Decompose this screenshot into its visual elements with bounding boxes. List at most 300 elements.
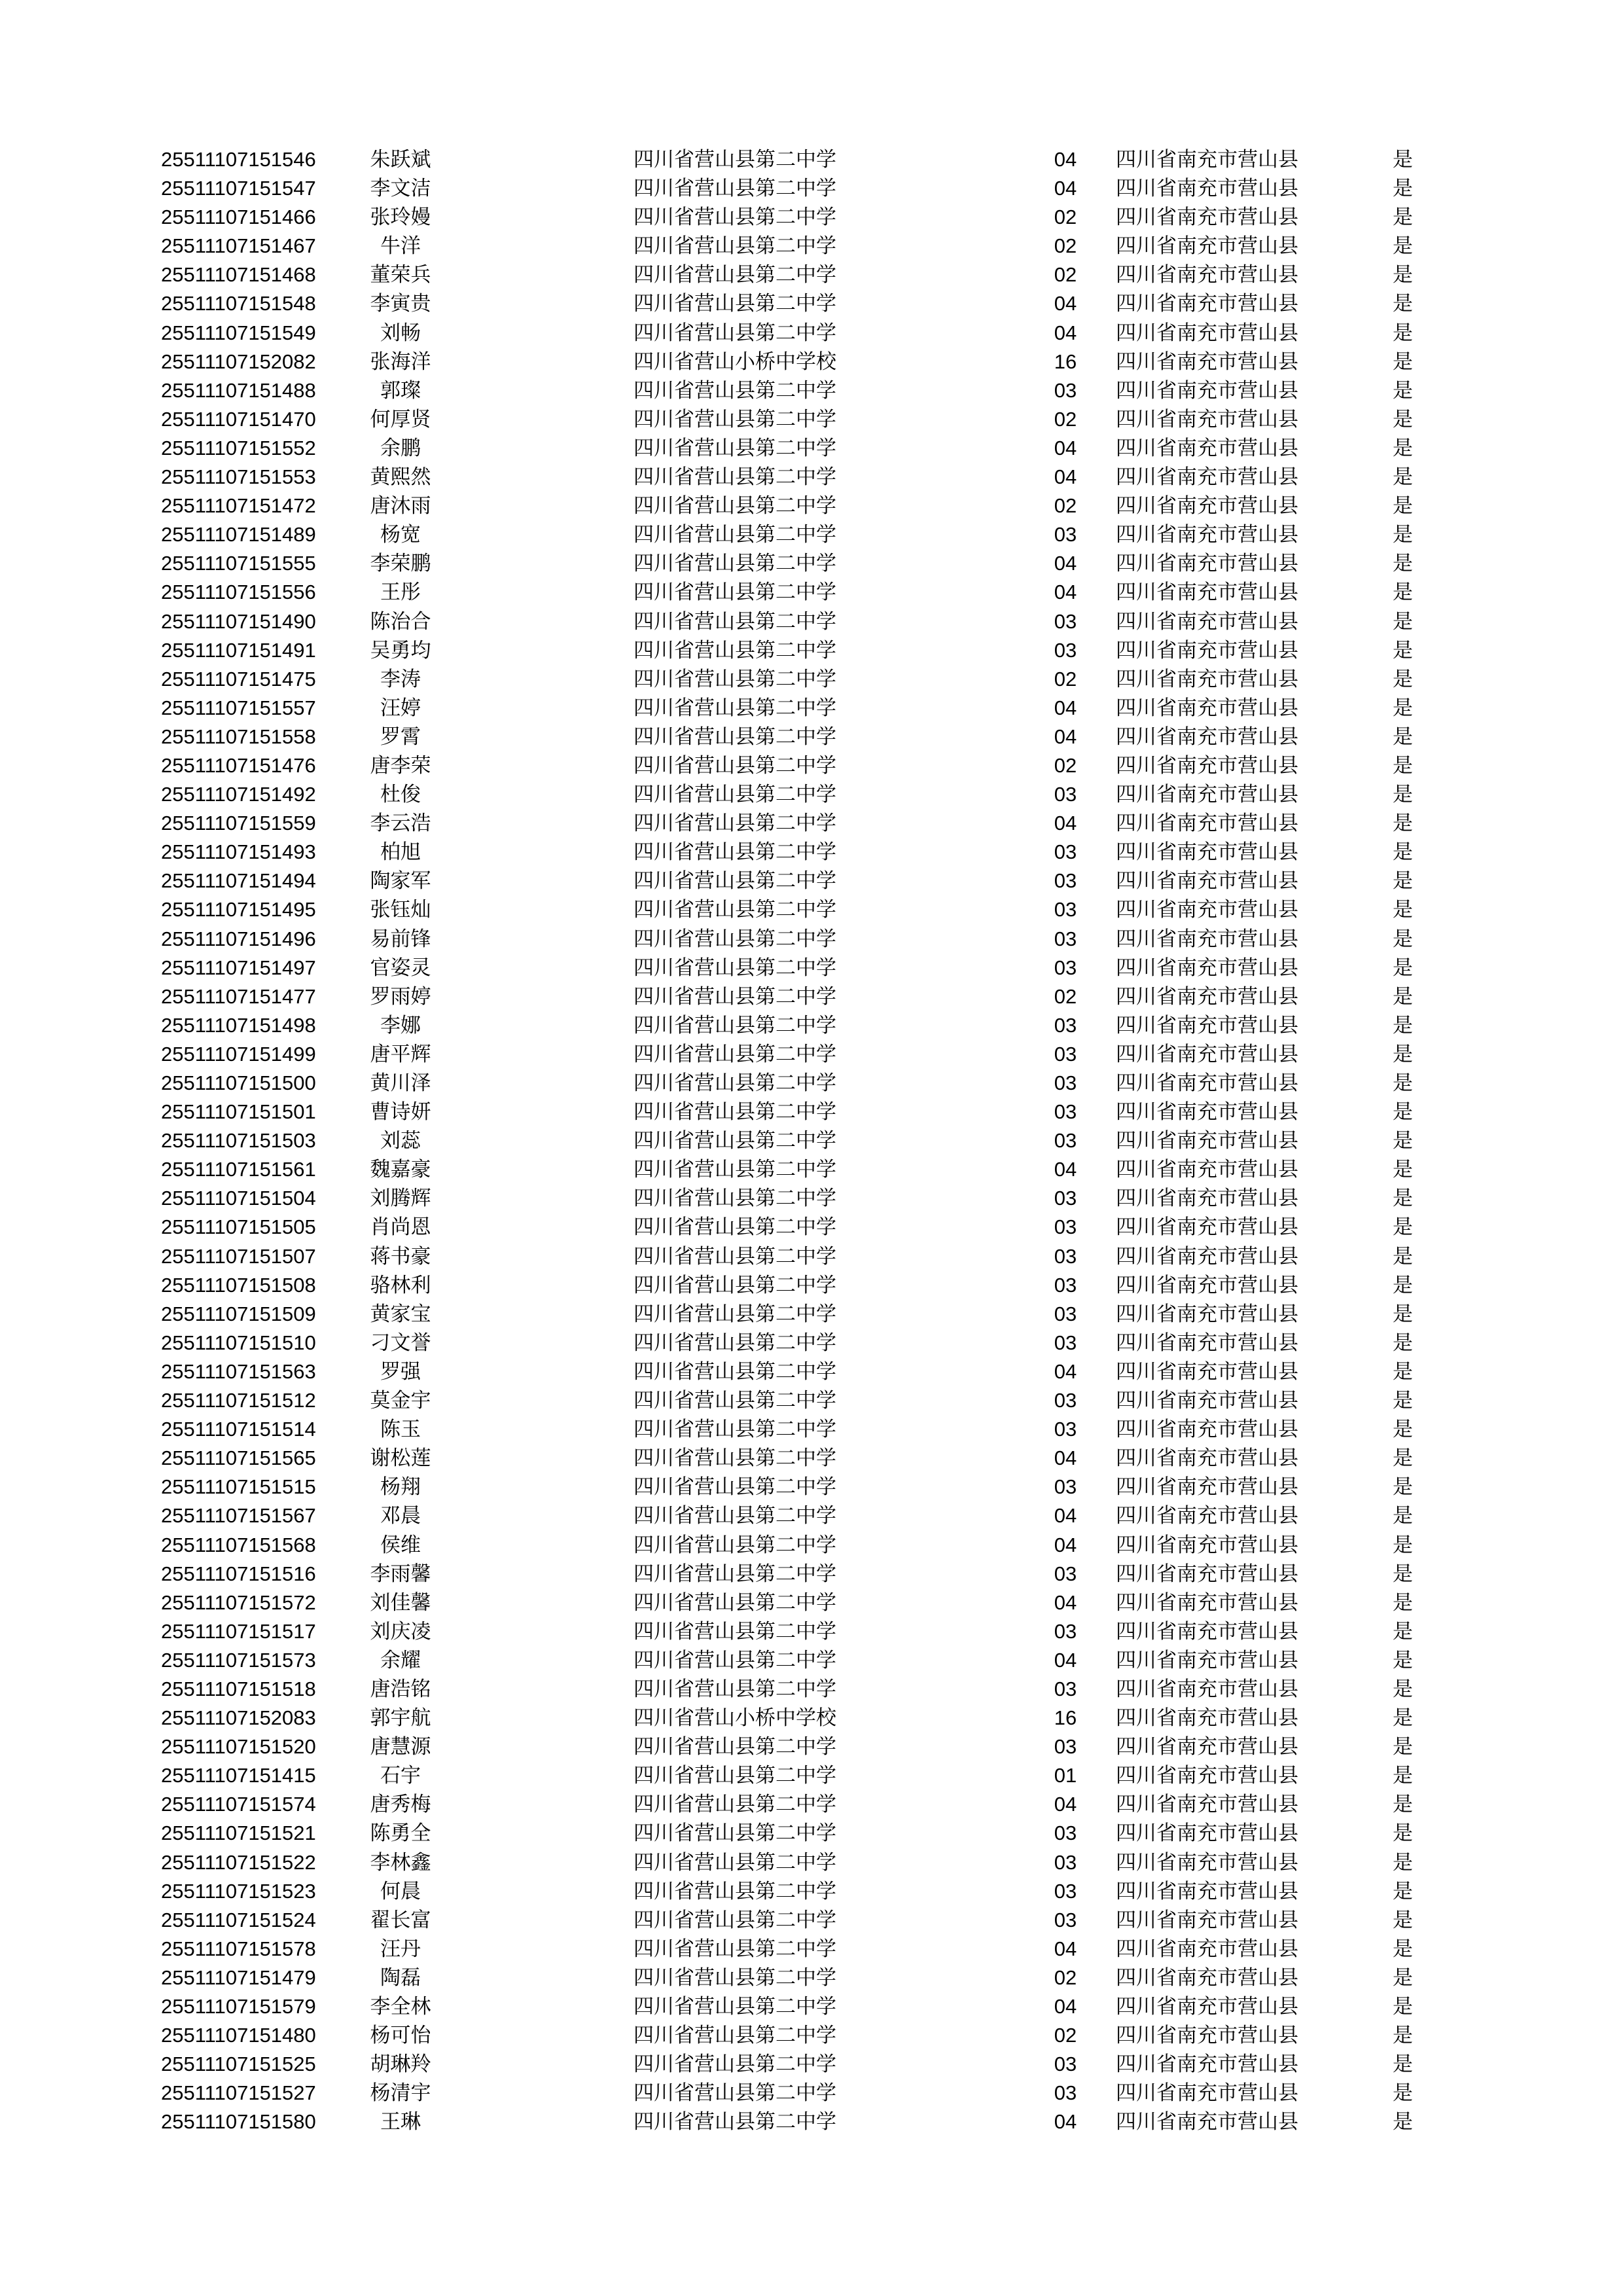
student-name-cell: 杨清宇 <box>370 2081 431 2106</box>
school-cell: 四川省营山县第二中学 <box>633 1793 836 1817</box>
flag-cell: 是 <box>1393 1735 1413 1759</box>
school-cell: 四川省营山县第二中学 <box>633 1619 836 1643</box>
table-row <box>0 1964 1623 1992</box>
flag-cell: 是 <box>1393 1533 1413 1557</box>
category-code-cell: 04 <box>1054 1590 1077 1614</box>
school-cell: 四川省营山县第二中学 <box>633 2110 836 2134</box>
category-code-cell: 03 <box>1054 956 1077 979</box>
exam-id-cell: 25511107151552 <box>161 436 316 459</box>
exam-id-cell: 25511107151488 <box>161 378 316 402</box>
flag-cell: 是 <box>1393 1418 1413 1442</box>
flag-cell: 是 <box>1393 1071 1413 1095</box>
exam-id-cell: 25511107151557 <box>161 696 316 719</box>
table-row <box>0 348 1623 376</box>
flag-cell: 是 <box>1393 1013 1413 1037</box>
school-cell: 四川省营山县第二中学 <box>633 1908 836 1932</box>
table-row <box>0 1819 1623 1848</box>
flag-cell: 是 <box>1393 2024 1413 2048</box>
region-cell: 四川省南充市营山县 <box>1116 753 1298 778</box>
flag-cell: 是 <box>1393 725 1413 749</box>
table-row <box>0 434 1623 463</box>
student-name-cell: 李涛 <box>380 667 421 691</box>
region-cell: 四川省南充市营山县 <box>1116 1331 1298 1355</box>
student-name-cell: 刘蕊 <box>380 1129 421 1153</box>
exam-id-cell: 25511107151504 <box>161 1187 316 1210</box>
region-cell: 四川省南充市营山县 <box>1116 581 1298 605</box>
region-cell: 四川省南充市营山县 <box>1116 2053 1298 2077</box>
region-cell: 四川省南充市营山县 <box>1116 1389 1298 1413</box>
table-row <box>0 203 1623 232</box>
table-row <box>0 1300 1623 1329</box>
table-row <box>0 1155 1623 1184</box>
exam-id-cell: 25511107151480 <box>161 2024 316 2047</box>
student-name-cell: 李文洁 <box>370 177 431 201</box>
category-code-cell: 16 <box>1054 1706 1077 1730</box>
exam-id-cell: 25511107151494 <box>161 869 316 893</box>
exam-id-cell: 25511107151500 <box>161 1071 316 1094</box>
category-code-cell: 03 <box>1054 2053 1077 2076</box>
student-name-cell: 郭璨 <box>380 378 421 403</box>
exam-id-cell: 25511107151568 <box>161 1533 316 1556</box>
flag-cell: 是 <box>1393 1937 1413 1961</box>
region-cell: 四川省南充市营山县 <box>1116 263 1298 287</box>
table-row <box>0 1126 1623 1155</box>
flag-cell: 是 <box>1393 783 1413 807</box>
category-code-cell: 03 <box>1054 523 1077 547</box>
flag-cell: 是 <box>1393 1129 1413 1153</box>
student-name-cell: 邓晨 <box>380 1504 421 1528</box>
region-cell: 四川省南充市营山县 <box>1116 1359 1298 1384</box>
school-cell: 四川省营山县第二中学 <box>633 753 836 778</box>
flag-cell: 是 <box>1393 1908 1413 1932</box>
exam-id-cell: 25511107151516 <box>161 1562 316 1585</box>
student-name-cell: 唐沐雨 <box>370 494 431 518</box>
school-cell: 四川省营山县第二中学 <box>633 1677 836 1701</box>
exam-id-cell: 25511107151495 <box>161 898 316 922</box>
flag-cell: 是 <box>1393 465 1413 490</box>
flag-cell: 是 <box>1393 1158 1413 1182</box>
category-code-cell: 03 <box>1054 1821 1077 1845</box>
school-cell: 四川省营山县第二中学 <box>633 1533 836 1557</box>
student-name-cell: 唐浩铭 <box>370 1677 431 1701</box>
exam-id-cell: 25511107151496 <box>161 927 316 950</box>
student-name-cell: 蒋书豪 <box>370 1244 431 1268</box>
flag-cell: 是 <box>1393 1677 1413 1701</box>
category-code-cell: 04 <box>1054 1504 1077 1528</box>
table-row <box>0 607 1623 636</box>
category-code-cell: 04 <box>1054 177 1077 200</box>
category-code-cell: 03 <box>1054 1677 1077 1700</box>
school-cell: 四川省营山县第二中学 <box>633 667 836 691</box>
flag-cell: 是 <box>1393 1821 1413 1846</box>
student-name-cell: 余耀 <box>380 1648 421 1672</box>
table-row <box>0 2021 1623 2050</box>
exam-id-cell: 25511107151501 <box>161 1100 316 1124</box>
exam-id-cell: 25511107151546 <box>161 148 316 171</box>
exam-id-cell: 25511107151559 <box>161 812 316 835</box>
school-cell: 四川省营山县第二中学 <box>633 1735 836 1759</box>
category-code-cell: 03 <box>1054 1042 1077 1066</box>
student-name-cell: 张玲嫚 <box>370 206 431 230</box>
flag-cell: 是 <box>1393 840 1413 865</box>
student-name-cell: 陈勇全 <box>370 1821 431 1846</box>
region-cell: 四川省南充市营山县 <box>1116 1764 1298 1788</box>
region-cell: 四川省南充市营山县 <box>1116 1504 1298 1528</box>
region-cell: 四川省南充市营山县 <box>1116 1533 1298 1557</box>
region-cell: 四川省南充市营山县 <box>1116 2081 1298 2106</box>
table-row <box>0 289 1623 318</box>
exam-id-cell: 25511107151475 <box>161 667 316 691</box>
school-cell: 四川省营山县第二中学 <box>633 1389 836 1413</box>
flag-cell: 是 <box>1393 177 1413 201</box>
school-cell: 四川省营山县第二中学 <box>633 840 836 865</box>
school-cell: 四川省营山县第二中学 <box>633 638 836 662</box>
flag-cell: 是 <box>1393 321 1413 345</box>
school-cell: 四川省营山县第二中学 <box>633 206 836 230</box>
student-name-cell: 张钰灿 <box>370 898 431 922</box>
flag-cell: 是 <box>1393 1965 1413 1990</box>
flag-cell: 是 <box>1393 581 1413 605</box>
category-code-cell: 04 <box>1054 1359 1077 1383</box>
category-code-cell: 02 <box>1054 407 1077 431</box>
category-code-cell: 03 <box>1054 1331 1077 1354</box>
table-row <box>0 780 1623 809</box>
exam-id-cell: 25511107151515 <box>161 1475 316 1499</box>
region-cell: 四川省南充市营山县 <box>1116 1850 1298 1874</box>
category-code-cell: 04 <box>1054 321 1077 344</box>
flag-cell: 是 <box>1393 1504 1413 1528</box>
region-cell: 四川省南充市营山县 <box>1116 1158 1298 1182</box>
flag-cell: 是 <box>1393 494 1413 518</box>
region-cell: 四川省南充市营山县 <box>1116 1475 1298 1499</box>
table-row <box>0 954 1623 982</box>
school-cell: 四川省营山县第二中学 <box>633 725 836 749</box>
student-name-cell: 李云浩 <box>370 812 431 836</box>
category-code-cell: 03 <box>1054 1850 1077 1874</box>
exam-id-cell: 25511107151563 <box>161 1359 316 1383</box>
table-row <box>0 1184 1623 1213</box>
category-code-cell: 03 <box>1054 1908 1077 1931</box>
school-cell: 四川省营山县第二中学 <box>633 609 836 634</box>
region-cell: 四川省南充市营山县 <box>1116 1735 1298 1759</box>
table-row <box>0 1098 1623 1126</box>
school-cell: 四川省营山县第二中学 <box>633 812 836 836</box>
student-name-cell: 李寅贵 <box>370 292 431 316</box>
exam-id-cell: 25511107151479 <box>161 1965 316 1989</box>
flag-cell: 是 <box>1393 1648 1413 1672</box>
table-row <box>0 1848 1623 1877</box>
flag-cell: 是 <box>1393 753 1413 778</box>
student-name-cell: 骆林利 <box>370 1273 431 1297</box>
category-code-cell: 02 <box>1054 667 1077 691</box>
table-row <box>0 809 1623 838</box>
region-cell: 四川省南充市营山县 <box>1116 1562 1298 1586</box>
region-cell: 四川省南充市营山县 <box>1116 1129 1298 1153</box>
school-cell: 四川省营山县第二中学 <box>633 1302 836 1326</box>
table-row <box>0 838 1623 867</box>
exam-id-cell: 25511107151514 <box>161 1418 316 1441</box>
flag-cell: 是 <box>1393 1619 1413 1643</box>
school-cell: 四川省营山县第二中学 <box>633 956 836 980</box>
category-code-cell: 04 <box>1054 1446 1077 1470</box>
school-cell: 四川省营山县第二中学 <box>633 436 836 460</box>
table-row <box>0 867 1623 895</box>
category-code-cell: 02 <box>1054 234 1077 258</box>
category-code-cell: 03 <box>1054 1273 1077 1297</box>
exam-id-cell: 25511107151518 <box>161 1677 316 1700</box>
student-name-cell: 唐慧源 <box>370 1735 431 1759</box>
student-name-cell: 杨宽 <box>380 523 421 547</box>
student-name-cell: 魏嘉豪 <box>370 1158 431 1182</box>
region-cell: 四川省南充市营山县 <box>1116 1446 1298 1471</box>
school-cell: 四川省营山县第二中学 <box>633 2081 836 2106</box>
exam-id-cell: 25511107151573 <box>161 1648 316 1672</box>
region-cell: 四川省南充市营山县 <box>1116 292 1298 316</box>
category-code-cell: 03 <box>1054 1100 1077 1124</box>
school-cell: 四川省营山县第二中学 <box>633 234 836 259</box>
table-row <box>0 549 1623 578</box>
region-cell: 四川省南充市营山县 <box>1116 465 1298 490</box>
school-cell: 四川省营山县第二中学 <box>633 1965 836 1990</box>
table-row <box>0 1040 1623 1069</box>
student-name-cell: 翟长富 <box>370 1908 431 1932</box>
region-cell: 四川省南充市营山县 <box>1116 1042 1298 1066</box>
region-cell: 四川省南充市营山县 <box>1116 927 1298 951</box>
exam-id-cell: 25511107151470 <box>161 407 316 431</box>
student-name-cell: 柏旭 <box>380 840 421 865</box>
category-code-cell: 02 <box>1054 984 1077 1008</box>
flag-cell: 是 <box>1393 206 1413 230</box>
school-cell: 四川省营山小桥中学校 <box>633 350 836 374</box>
category-code-cell: 02 <box>1054 1965 1077 1989</box>
region-cell: 四川省南充市营山县 <box>1116 667 1298 691</box>
region-cell: 四川省南充市营山县 <box>1116 1677 1298 1701</box>
table-row <box>0 1646 1623 1675</box>
table-row <box>0 1935 1623 1964</box>
student-name-cell: 黄家宝 <box>370 1302 431 1326</box>
school-cell: 四川省营山县第二中学 <box>633 292 836 316</box>
table-row <box>0 145 1623 174</box>
exam-id-cell: 25511107151547 <box>161 177 316 200</box>
flag-cell: 是 <box>1393 378 1413 403</box>
table-row <box>0 2050 1623 2079</box>
category-code-cell: 04 <box>1054 1793 1077 1816</box>
flag-cell: 是 <box>1393 234 1413 259</box>
student-name-cell: 余鹏 <box>380 436 421 460</box>
table-row <box>0 665 1623 694</box>
exam-id-cell: 25511107151572 <box>161 1590 316 1614</box>
student-name-cell: 刘畅 <box>380 321 421 345</box>
school-cell: 四川省营山县第二中学 <box>633 465 836 490</box>
exam-id-cell: 25511107151415 <box>161 1764 316 1787</box>
category-code-cell: 03 <box>1054 840 1077 864</box>
exam-id-cell: 25511107151476 <box>161 753 316 777</box>
category-code-cell: 03 <box>1054 1879 1077 1903</box>
table-row <box>0 636 1623 665</box>
region-cell: 四川省南充市营山县 <box>1116 148 1298 171</box>
table-row <box>0 1501 1623 1530</box>
student-name-cell: 唐平辉 <box>370 1042 431 1066</box>
student-name-cell: 吴勇均 <box>370 638 431 662</box>
flag-cell: 是 <box>1393 1590 1413 1615</box>
roster-table <box>0 145 1623 2136</box>
flag-cell: 是 <box>1393 1100 1413 1124</box>
exam-id-cell: 25511107151498 <box>161 1013 316 1037</box>
exam-id-cell: 25511107151524 <box>161 1908 316 1931</box>
school-cell: 四川省营山县第二中学 <box>633 1273 836 1297</box>
category-code-cell: 03 <box>1054 1418 1077 1441</box>
flag-cell: 是 <box>1393 1706 1413 1731</box>
region-cell: 四川省南充市营山县 <box>1116 1648 1298 1672</box>
category-code-cell: 02 <box>1054 2024 1077 2047</box>
student-name-cell: 官姿灵 <box>370 956 431 980</box>
table-row <box>0 1531 1623 1560</box>
flag-cell: 是 <box>1393 927 1413 951</box>
student-name-cell: 曹诗妍 <box>370 1100 431 1124</box>
category-code-cell: 04 <box>1054 1533 1077 1556</box>
student-name-cell: 杨可怡 <box>370 2024 431 2048</box>
table-row <box>0 1386 1623 1415</box>
region-cell: 四川省南充市营山县 <box>1116 206 1298 230</box>
category-code-cell: 01 <box>1054 1764 1077 1787</box>
region-cell: 四川省南充市营山县 <box>1116 1590 1298 1615</box>
student-name-cell: 石宇 <box>380 1764 421 1788</box>
school-cell: 四川省营山县第二中学 <box>633 1590 836 1615</box>
flag-cell: 是 <box>1393 552 1413 576</box>
flag-cell: 是 <box>1393 1244 1413 1268</box>
exam-id-cell: 25511107151523 <box>161 1879 316 1903</box>
region-cell: 四川省南充市营山县 <box>1116 1908 1298 1932</box>
flag-cell: 是 <box>1393 1187 1413 1211</box>
category-code-cell: 03 <box>1054 609 1077 633</box>
student-name-cell: 董荣兵 <box>370 263 431 287</box>
exam-id-cell: 25511107152082 <box>161 350 316 373</box>
table-row <box>0 1992 1623 2021</box>
student-name-cell: 谢松莲 <box>370 1446 431 1471</box>
region-cell: 四川省南充市营山县 <box>1116 552 1298 576</box>
school-cell: 四川省营山县第二中学 <box>633 407 836 431</box>
flag-cell: 是 <box>1393 667 1413 691</box>
student-name-cell: 陶家军 <box>370 869 431 893</box>
flag-cell: 是 <box>1393 1562 1413 1586</box>
exam-id-cell: 25511107151555 <box>161 552 316 575</box>
table-row <box>0 895 1623 924</box>
exam-id-cell: 25511107151579 <box>161 1995 316 2018</box>
exam-id-cell: 25511107151472 <box>161 494 316 518</box>
flag-cell: 是 <box>1393 1331 1413 1355</box>
flag-cell: 是 <box>1393 350 1413 374</box>
category-code-cell: 03 <box>1054 1244 1077 1268</box>
student-name-cell: 陶磊 <box>380 1965 421 1990</box>
exam-id-cell: 25511107151477 <box>161 984 316 1008</box>
school-cell: 四川省营山县第二中学 <box>633 1331 836 1355</box>
student-name-cell: 李娜 <box>380 1013 421 1037</box>
flag-cell: 是 <box>1393 1879 1413 1903</box>
table-row <box>0 1790 1623 1819</box>
region-cell: 四川省南充市营山县 <box>1116 1273 1298 1297</box>
flag-cell: 是 <box>1393 2081 1413 2106</box>
region-cell: 四川省南充市营山县 <box>1116 350 1298 374</box>
student-name-cell: 何晨 <box>380 1879 421 1903</box>
region-cell: 四川省南充市营山县 <box>1116 898 1298 922</box>
school-cell: 四川省营山县第二中学 <box>633 1850 836 1874</box>
exam-id-cell: 25511107151466 <box>161 206 316 229</box>
region-cell: 四川省南充市营山县 <box>1116 1187 1298 1211</box>
table-row <box>0 1069 1623 1098</box>
category-code-cell: 04 <box>1054 725 1077 748</box>
exam-id-cell: 25511107151567 <box>161 1504 316 1528</box>
school-cell: 四川省营山县第二中学 <box>633 869 836 893</box>
category-code-cell: 03 <box>1054 378 1077 402</box>
school-cell: 四川省营山县第二中学 <box>633 1504 836 1528</box>
table-row <box>0 751 1623 780</box>
student-name-cell: 汪丹 <box>380 1937 421 1961</box>
exam-id-cell: 25511107151489 <box>161 523 316 547</box>
school-cell: 四川省营山县第二中学 <box>633 1475 836 1499</box>
student-name-cell: 杜俊 <box>380 783 421 807</box>
flag-cell: 是 <box>1393 523 1413 547</box>
flag-cell: 是 <box>1393 1359 1413 1384</box>
student-name-cell: 杨翔 <box>380 1475 421 1499</box>
student-name-cell: 牛洋 <box>380 234 421 259</box>
exam-id-cell: 25511107151497 <box>161 956 316 979</box>
student-name-cell: 黄熙然 <box>370 465 431 490</box>
table-row <box>0 463 1623 492</box>
table-row <box>0 1675 1623 1704</box>
school-cell: 四川省营山县第二中学 <box>633 1995 836 2018</box>
flag-cell: 是 <box>1393 984 1413 1009</box>
school-cell: 四川省营山县第二中学 <box>633 1879 836 1903</box>
exam-id-cell: 25511107151510 <box>161 1331 316 1354</box>
table-row <box>0 1213 1623 1242</box>
category-code-cell: 02 <box>1054 494 1077 518</box>
category-code-cell: 04 <box>1054 2110 1077 2134</box>
exam-id-cell: 25511107151490 <box>161 609 316 633</box>
category-code-cell: 03 <box>1054 1215 1077 1239</box>
table-row <box>0 1329 1623 1357</box>
flag-cell: 是 <box>1393 1793 1413 1817</box>
table-row <box>0 1906 1623 1935</box>
exam-id-cell: 25511107151553 <box>161 465 316 489</box>
table-row <box>0 405 1623 434</box>
exam-id-cell: 25511107151505 <box>161 1215 316 1239</box>
flag-cell: 是 <box>1393 2110 1413 2134</box>
school-cell: 四川省营山县第二中学 <box>633 321 836 345</box>
region-cell: 四川省南充市营山县 <box>1116 696 1298 720</box>
category-code-cell: 04 <box>1054 1158 1077 1181</box>
category-code-cell: 03 <box>1054 898 1077 922</box>
exam-id-cell: 25511107151522 <box>161 1850 316 1874</box>
flag-cell: 是 <box>1393 263 1413 287</box>
region-cell: 四川省南充市营山县 <box>1116 494 1298 518</box>
region-cell: 四川省南充市营山县 <box>1116 1706 1298 1731</box>
region-cell: 四川省南充市营山县 <box>1116 1302 1298 1326</box>
category-code-cell: 03 <box>1054 1071 1077 1094</box>
school-cell: 四川省营山县第二中学 <box>633 2053 836 2077</box>
student-name-cell: 王彤 <box>380 581 421 605</box>
student-name-cell: 陈治合 <box>370 609 431 634</box>
school-cell: 四川省营山县第二中学 <box>633 1648 836 1672</box>
student-name-cell: 王琳 <box>380 2110 421 2134</box>
flag-cell: 是 <box>1393 956 1413 980</box>
table-row <box>0 982 1623 1011</box>
exam-id-cell: 25511107151521 <box>161 1821 316 1845</box>
school-cell: 四川省营山县第二中学 <box>633 1359 836 1384</box>
school-cell: 四川省营山县第二中学 <box>633 1764 836 1788</box>
region-cell: 四川省南充市营山县 <box>1116 1619 1298 1643</box>
school-cell: 四川省营山县第二中学 <box>633 1418 836 1442</box>
student-name-cell: 刁文誉 <box>370 1331 431 1355</box>
